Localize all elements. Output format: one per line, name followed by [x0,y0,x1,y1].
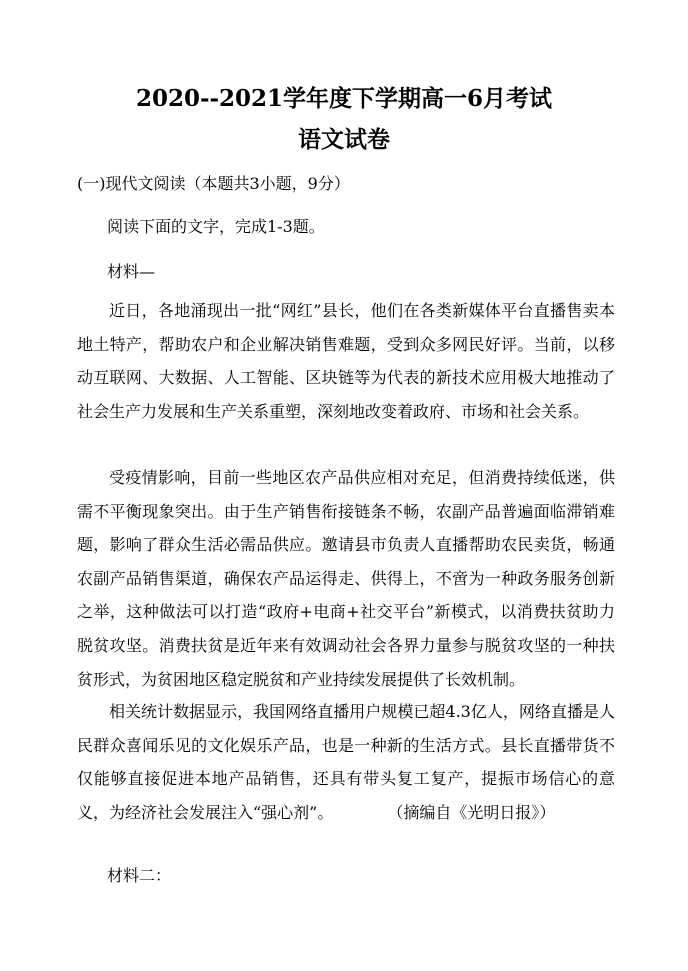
exam-title: 2020--2021学年度下学期高一6月考试 [135,85,553,112]
material1-paragraph-3-text: 相关统计数据显示，我国网络直播用户规模已超4.3亿人，网络直播是人民群众喜闻乐见的文化娱乐产品，也是一种新的生活方式。县长直播带货不仅能够直接促进本地产品销售，还具有带头复工复产，提振市场信心的意义，为经济社会发展注入“强心剂”。 [77,702,615,822]
instruction-text: 阅读下面的文字，完成1-3题。 [107,217,325,236]
material2-label: 材料二： [107,866,172,885]
material1-paragraph-3 [77,695,615,829]
exam-subtitle: 语文试卷 [298,126,390,153]
section-heading: (一)现代文阅读（本题共3小题，9分） [77,174,350,193]
source-citation: （摘编自《光明日报》） [395,802,556,822]
material1-label: 材料— [107,262,156,281]
material1-paragraph-2: 受疫情影响，目前一些地区农产品供应相对充足，但消费持续低迷，供需不平衡现象突出。由于生产销售衔接链条不畅，农副产品普遍面临滞销难题，影响了群众生活必需品供应。邀请县市负责人直播帮助农民卖货，畅通农副产品销售渠道，确保农产品运得走、供得上，不啻为一种政务服务创新之举，这种做法可以打造“政府+电商+社交平台”新模式，以消费扶贫助力脱贫攻坚。消费扶贫是近年来有效调动社会各界力量参与脱贫攻坚的一种扶贫形式，为贫困地区稳定脱贫和产业持续发展提供了长效机制。 [77,468,615,689]
material1-paragraph-1: 近日，各地涌现出一批“网红”县长，他们在各类新媒体平台直播售卖本地土特产，帮助农户和企业解决销售难题，受到众多网民好评。当前，以移动互联网、大数据、人工智能、区块链等为代表的新技术应用极大地推动了社会生产力发展和生产关系重塑，深刻地改变着政府、市场和社会关系。 [77,301,615,421]
